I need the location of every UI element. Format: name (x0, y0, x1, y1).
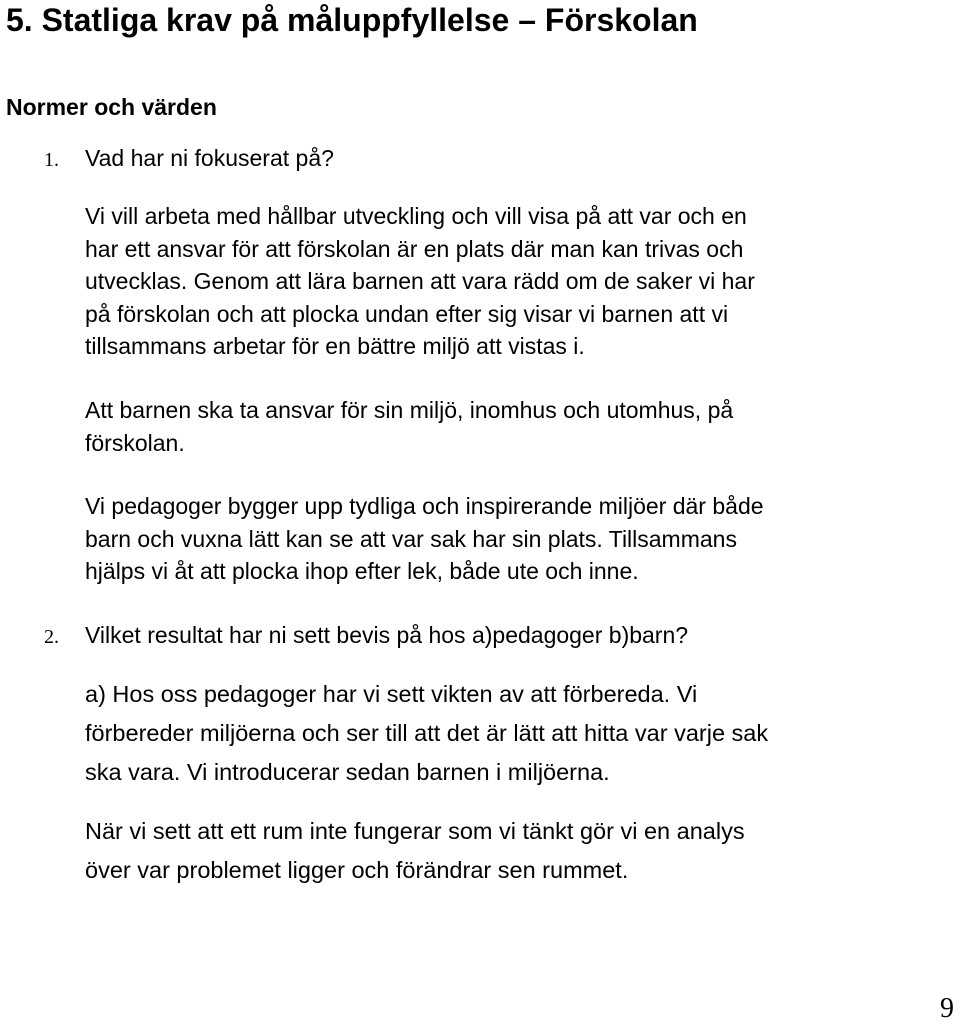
paragraph-line: tillsammans arbetar för en bättre miljö att vistas i. (85, 333, 585, 360)
paragraph-line: barn och vuxna lätt kan se att var sak har sin plats. Tillsammans (85, 525, 737, 552)
paragraph-line: förskolan. (85, 429, 185, 456)
paragraph-line: a) Hos oss pedagoger har vi sett vikten av att förbereda. Vi (85, 681, 698, 707)
question-number: 1. (44, 149, 59, 171)
paragraph-line: på förskolan och att plocka undan efter sig visar vi barnen att vi (85, 300, 729, 327)
question-text: Vilket resultat har ni sett bevis på hos a)pedagoger b)barn? (85, 622, 689, 648)
answer-paragraph (85, 394, 733, 459)
question-number: 2. (44, 626, 59, 648)
paragraph-line: När vi sett att ett rum inte fungerar som vi tänkt gör vi en analys (85, 818, 745, 844)
page-number: 9 (940, 993, 954, 1024)
answer-paragraph (85, 490, 764, 588)
paragraph-line: Att barnen ska ta ansvar för sin miljö, inomhus och utomhus, på (85, 397, 734, 423)
paragraph-line: hjälps vi åt att plocka ihop efter lek, både ute och inne. (85, 558, 639, 585)
section-heading: Normer och värden (6, 94, 217, 120)
paragraph-line: har ett ansvar för att förskolan är en plats där man kan trivas och (85, 235, 744, 262)
answer-paragraph (85, 200, 755, 363)
paragraph-line: förbereder miljöerna och ser till att det är lätt att hitta var varje sak (85, 720, 769, 746)
page-title: 5. Statliga krav på måluppfyllelse – Förskolan (6, 2, 698, 38)
paragraph-line: Vi vill arbeta med hållbar utveckling och vill visa på att var och en (85, 203, 747, 229)
paragraph-line: Vi pedagoger bygger upp tydliga och inspirerande miljöer där både (85, 493, 764, 519)
question-text: Vad har ni fokuserat på? (85, 145, 334, 171)
paragraph-line: utvecklas. Genom att lära barnen att vara rädd om de saker vi har (85, 268, 755, 295)
answer-paragraph (85, 675, 768, 792)
answer-paragraph (85, 812, 745, 890)
paragraph-line: över var problemet ligger och förändrar sen rummet. (85, 857, 629, 883)
paragraph-line: ska vara. Vi introducerar sedan barnen i miljöerna. (85, 759, 610, 785)
